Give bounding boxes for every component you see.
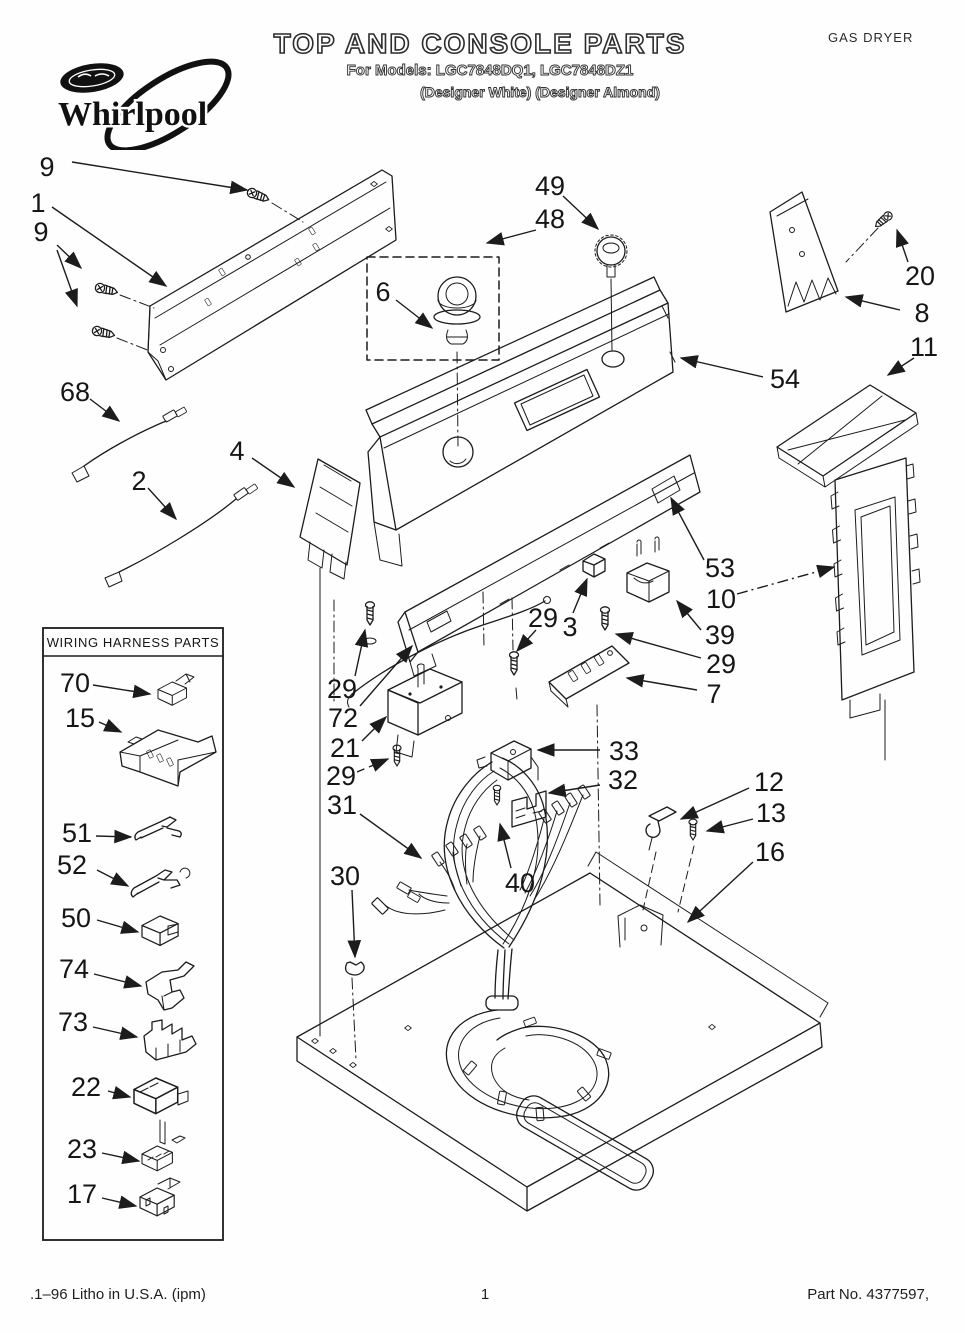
screw-part-29-left [364, 602, 376, 644]
rear-bracket-part-1 [148, 170, 396, 380]
finish-line: (Designer White) (Designer Almond) [420, 84, 660, 100]
console-panel-part-54 [366, 277, 675, 566]
parts-diagram [0, 130, 965, 1280]
harness-connector-part-17 [140, 1178, 180, 1216]
wiring-harness-part-31 [372, 758, 591, 1010]
part-label-1: 1 [30, 188, 46, 218]
part-label-39: 39 [704, 620, 736, 650]
harness-box-title: WIRING HARNESS PARTS [46, 635, 220, 650]
brand-wordmark: Whirlpool [58, 96, 208, 133]
part-label-31: 31 [326, 790, 358, 820]
jumper-wire-part-72 [348, 597, 551, 708]
part-label-13: 13 [755, 798, 787, 828]
grommet-part-30 [346, 962, 365, 975]
timer-part-21 [388, 664, 462, 757]
clip-part-12 [646, 807, 676, 850]
part-label-48: 48 [534, 204, 566, 234]
part-label-12: 12 [753, 767, 785, 797]
part-label-72: 72 [327, 703, 359, 733]
harness-switch-part-33 [477, 741, 538, 805]
filler-panel-part-11 [777, 385, 918, 487]
rear-panel-part-10 [831, 458, 920, 760]
harness-terminal-part-51 [135, 817, 181, 840]
display-board-part-7 [549, 646, 629, 707]
part-label-11: 11 [909, 332, 939, 362]
part-label-49: 49 [534, 171, 566, 201]
part-number: Part No. 4377597, [807, 1286, 929, 1303]
harness-label-74: 74 [58, 954, 90, 984]
harness-terminal-part-52 [131, 868, 190, 897]
screw-part-29-timer [393, 745, 401, 766]
page-number: 1 [480, 1286, 490, 1303]
part-label-32: 32 [607, 765, 639, 795]
litho-note: .1–96 Litho in U.S.A. (ipm) [30, 1286, 206, 1303]
harness-connector-part-50 [142, 916, 178, 945]
block-part-3 [583, 554, 605, 577]
harness-clip-part-73 [144, 1020, 196, 1060]
part-label-29-c: 29 [527, 603, 559, 633]
part-label-3: 3 [562, 612, 578, 642]
end-cap-part-8 [770, 192, 838, 312]
screw-part-20 [846, 210, 894, 262]
part-label-9-a: 9 [39, 152, 55, 182]
clip-alignment-lines [643, 846, 694, 912]
logo-crest-icon [58, 59, 126, 97]
harness-label-52: 52 [56, 850, 88, 880]
harness-label-73: 73 [57, 1007, 89, 1037]
part-label-53: 53 [704, 553, 736, 583]
harness-clip-part-74 [146, 962, 194, 1010]
part-label-40: 40 [504, 868, 536, 898]
top-panel-part-16 [297, 852, 828, 1211]
harness-label-15: 15 [64, 703, 96, 733]
product-type: GAS DRYER [828, 30, 914, 45]
part-label-29-b: 29 [325, 761, 357, 791]
harness-connector-part-15 [120, 730, 216, 786]
harness-label-51: 51 [61, 818, 93, 848]
screw-part-29-right [601, 607, 610, 630]
mounting-screws-part-9 [91, 187, 303, 351]
part-label-54: 54 [769, 364, 801, 394]
part-label-9-b: 9 [33, 217, 49, 247]
harness-label-50: 50 [60, 903, 92, 933]
harness-switch-part-22 [134, 1078, 188, 1144]
part-label-29-d: 29 [705, 649, 737, 679]
harness-connector-part-70 [158, 674, 194, 705]
part-label-21: 21 [329, 733, 361, 763]
harness-label-23: 23 [66, 1134, 98, 1164]
page-title: TOP AND CONSOLE PARTS [273, 28, 687, 59]
part-label-10: 10 [705, 584, 737, 614]
part-label-4: 4 [229, 436, 245, 466]
knob-part-49 [595, 235, 627, 350]
part-label-6: 6 [375, 277, 391, 307]
models-line: For Models: LGC7848DQ1, LGC7848DZ1 [346, 62, 634, 79]
wire-part-68 [72, 407, 187, 482]
part-label-20: 20 [904, 261, 936, 291]
screw-part-29-center [510, 652, 519, 675]
part-label-2: 2 [131, 466, 147, 496]
part-label-16: 16 [754, 837, 786, 867]
part-label-33: 33 [608, 736, 640, 766]
harness-label-70: 70 [59, 668, 91, 698]
wire-part-2 [105, 484, 258, 587]
harness-label-17: 17 [66, 1179, 98, 1209]
screw-part-13 [689, 819, 697, 840]
part-label-8: 8 [914, 298, 930, 328]
end-cap-part-4 [300, 459, 360, 579]
harness-connector-part-23 [142, 1136, 185, 1171]
part-label-7: 7 [706, 679, 722, 709]
harness-label-22: 22 [70, 1072, 102, 1102]
wiring-harness-parts-box [43, 628, 223, 1240]
part-label-29-a: 29 [326, 674, 358, 704]
part-label-30: 30 [329, 861, 361, 891]
switch-part-39 [627, 537, 669, 602]
part-label-68: 68 [59, 377, 91, 407]
